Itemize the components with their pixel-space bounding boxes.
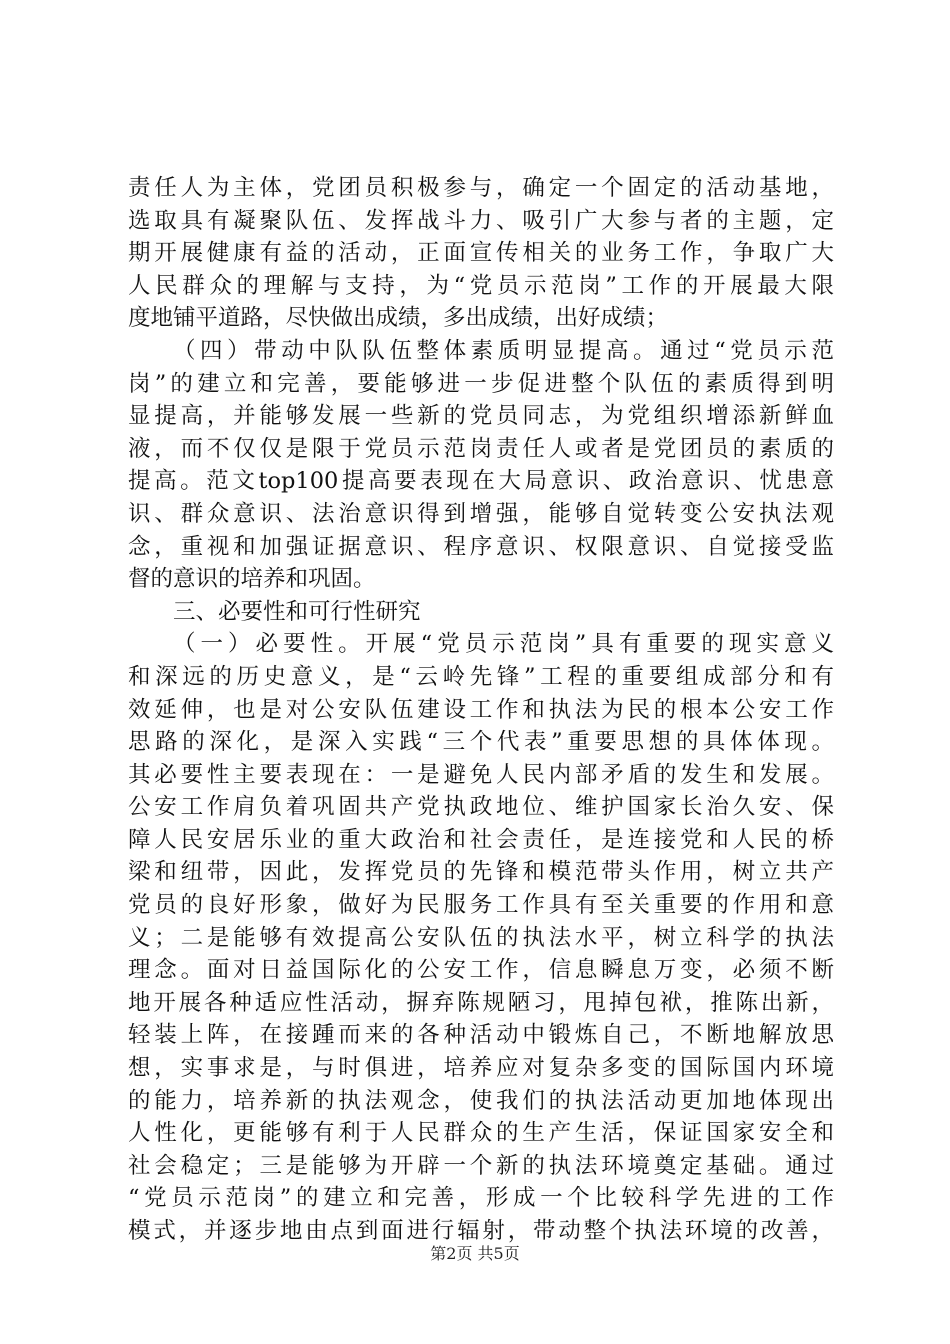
- text-line: 义；二是能够有效提高公安队伍的执法水平，树立科学的执法: [128, 924, 834, 951]
- section-heading-4: （四）带动中队队伍整体素质明显提高。通过“党员示范: [173, 337, 834, 364]
- text-line: 岗”的建立和完善，要能够进一步促进整个队伍的素质得到明: [128, 370, 834, 397]
- text-line: 理念。面对日益国际化的公安工作，信息瞬息万变，必须不断: [128, 957, 834, 984]
- text-line: 轻装上阵，在接踵而来的各种活动中锻炼自己，不断地解放思: [128, 1022, 834, 1049]
- text-line: 期开展健康有益的活动，正面宣传相关的业务工作，争取广大: [128, 240, 834, 267]
- text-line: 效延伸，也是对公安队伍建设工作和执法为民的根本公安工作: [128, 696, 834, 723]
- text-line: 障人民安居乐业的重大政治和社会责任，是连接党和人民的桥: [128, 826, 834, 853]
- text-line: 和深远的历史意义，是“云岭先锋”工程的重要组成部分和有: [128, 663, 834, 690]
- text-line: 的能力，培养新的执法观念，使我们的执法活动更加地体现出: [128, 1087, 834, 1114]
- text-line: 度地铺平道路，尽快做出成绩，多出成绩，出好成绩；: [128, 305, 669, 332]
- text-line: 责任人为主体，党团员积极参与，确定一个固定的活动基地，: [128, 175, 834, 201]
- text-line: “党员示范岗”的建立和完善，形成一个比较科学先进的工作: [128, 1185, 834, 1212]
- text-line: 人民群众的理解与支持，为“党员示范岗”工作的开展最大限: [128, 272, 834, 299]
- text-line: 识、群众意识、法治意识得到增强，能够自觉转变公安执法观: [128, 500, 834, 527]
- text-line: 社会稳定；三是能够为开辟一个新的执法环境奠定基础。通过: [128, 1152, 834, 1179]
- document-body: [128, 172, 834, 1248]
- text-line: 梁和纽带，因此，发挥党员的先锋和模范带头作用，树立共产: [128, 859, 834, 886]
- text-line: 公安工作肩负着巩固共产党执政地位、维护国家长治久安、保: [128, 794, 834, 821]
- text-line: 模式，并逐步地由点到面进行辐射，带动整个执法环境的改善，: [128, 1218, 834, 1244]
- section-heading-3: 三、必要性和可行性研究: [173, 598, 421, 625]
- text-line: 督的意识的培养和巩固。: [128, 566, 376, 593]
- text-line: 念，重视和加强证据意识、程序意识、权限意识、自觉接受监: [128, 533, 834, 560]
- text-line: 提高。范文top100提高要表现在大局意识、政治意识、忧患意: [128, 468, 834, 495]
- subsection-heading-1: （一）必要性。开展“党员示范岗”具有重要的现实意义: [173, 631, 834, 658]
- text-line: 思路的深化，是深入实践“三个代表”重要思想的具体体现。: [128, 729, 834, 756]
- page-number-footer: 第2页 共5页: [430, 1244, 520, 1263]
- text-line: 显提高，并能够发展一些新的党员同志，为党组织增添新鲜血: [128, 403, 834, 430]
- text-line: 地开展各种适应性活动，摒弃陈规陋习，甩掉包袱，推陈出新，: [128, 989, 834, 1016]
- text-line: 其必要性主要表现在：一是避免人民内部矛盾的发生和发展。: [128, 761, 834, 788]
- text-line: 选取具有凝聚队伍、发挥战斗力、吸引广大参与者的主题，定: [128, 207, 834, 234]
- text-line: 液，而不仅仅是限于党员示范岗责任人或者是党团员的素质的: [128, 435, 834, 462]
- text-line: 人性化，更能够有利于人民群众的生产生活，保证国家安全和: [128, 1120, 834, 1147]
- text-line: 想，实事求是，与时俱进，培养应对复杂多变的国际国内环境: [128, 1055, 834, 1082]
- text-line: 党员的良好形象，做好为民服务工作具有至关重要的作用和意: [128, 892, 834, 919]
